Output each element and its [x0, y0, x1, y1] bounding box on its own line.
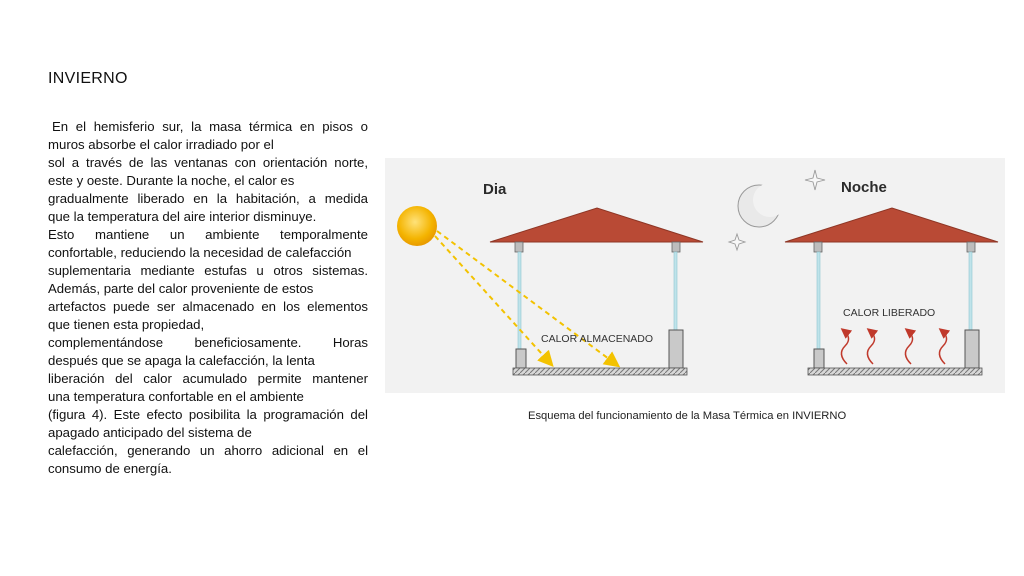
- paragraph-line: muros absorbe el calor irradiado por el: [48, 137, 274, 152]
- night-floor-slab: [808, 368, 982, 375]
- paragraph-line: artefactos puede ser almacenado en los elementos: [48, 299, 368, 314]
- paragraph-line: sol a través de las ventanas con orientación norte,: [48, 155, 368, 170]
- day-roof: [490, 208, 703, 242]
- paragraph-line: Además, parte del calor proveniente de estos: [48, 281, 314, 296]
- released-heat-label: CALOR LIBERADO: [843, 307, 936, 319]
- heat-arrow: [841, 330, 848, 364]
- night-label: Noche: [841, 179, 887, 196]
- paragraph-line: liberación del calor acumulado permite mantener: [48, 371, 368, 386]
- thermal-mass-diagram: [385, 158, 1005, 393]
- figure-caption: Esquema del funcionamiento de la Masa Térmica en INVIERNO: [528, 410, 847, 422]
- section-title: INVIERNO: [48, 70, 128, 87]
- heat-arrow: [939, 330, 946, 364]
- night-thermal-wall: [965, 330, 979, 368]
- day-thermal-wall: [669, 330, 683, 368]
- night-house: [729, 170, 998, 375]
- day-window: [518, 252, 521, 349]
- paragraph-line: suplementaria mediante estufas u otros sistemas.: [48, 263, 368, 278]
- paragraph-line: (figura 4). Este efecto posibilita la programación del: [48, 407, 368, 422]
- star-icon: [805, 170, 825, 190]
- paragraph-line: confortable, reduciendo la necesidad de calefacción: [48, 245, 352, 260]
- paragraph-line: que tienen esta propiedad,: [48, 317, 205, 332]
- stored-heat-label: CALOR ALMACENADO: [541, 333, 654, 345]
- day-house: [397, 181, 703, 375]
- sun-icon: [397, 206, 437, 246]
- paragraph-line: calefacción, generando un ahorro adicional en el: [48, 443, 368, 458]
- heat-arrow: [867, 330, 874, 364]
- night-window: [817, 252, 820, 349]
- day-floor-slab: [513, 368, 687, 375]
- star-icon: [729, 234, 745, 250]
- paragraph-line: después que se apaga la calefacción, la lenta: [48, 353, 315, 368]
- moon-icon: [738, 183, 787, 227]
- paragraph-line: una temperatura confortable en el ambiente: [48, 389, 304, 404]
- night-roof: [785, 208, 998, 242]
- day-label: Dia: [483, 181, 507, 198]
- paragraph-line: este y oeste. Durante la noche, el calor es: [48, 173, 295, 188]
- paragraph-line: complementándose beneficiosamente. Horas: [48, 335, 368, 350]
- paragraph-line: Esto mantiene un ambiente temporalmente: [48, 227, 368, 242]
- paragraph-line: apagado anticipado del sistema de: [48, 425, 252, 440]
- paragraph-line: En el hemisferio sur, la masa térmica en pisos o: [52, 119, 368, 134]
- body-paragraph: [48, 118, 368, 478]
- sun-ray: [435, 236, 551, 364]
- heat-arrow: [905, 330, 912, 364]
- paragraph-line: que la temperatura del aire interior disminuye.: [48, 209, 317, 224]
- paragraph-line: consumo de energía.: [48, 461, 172, 476]
- paragraph-line: gradualmente liberado en la habitación, a medida: [48, 191, 368, 206]
